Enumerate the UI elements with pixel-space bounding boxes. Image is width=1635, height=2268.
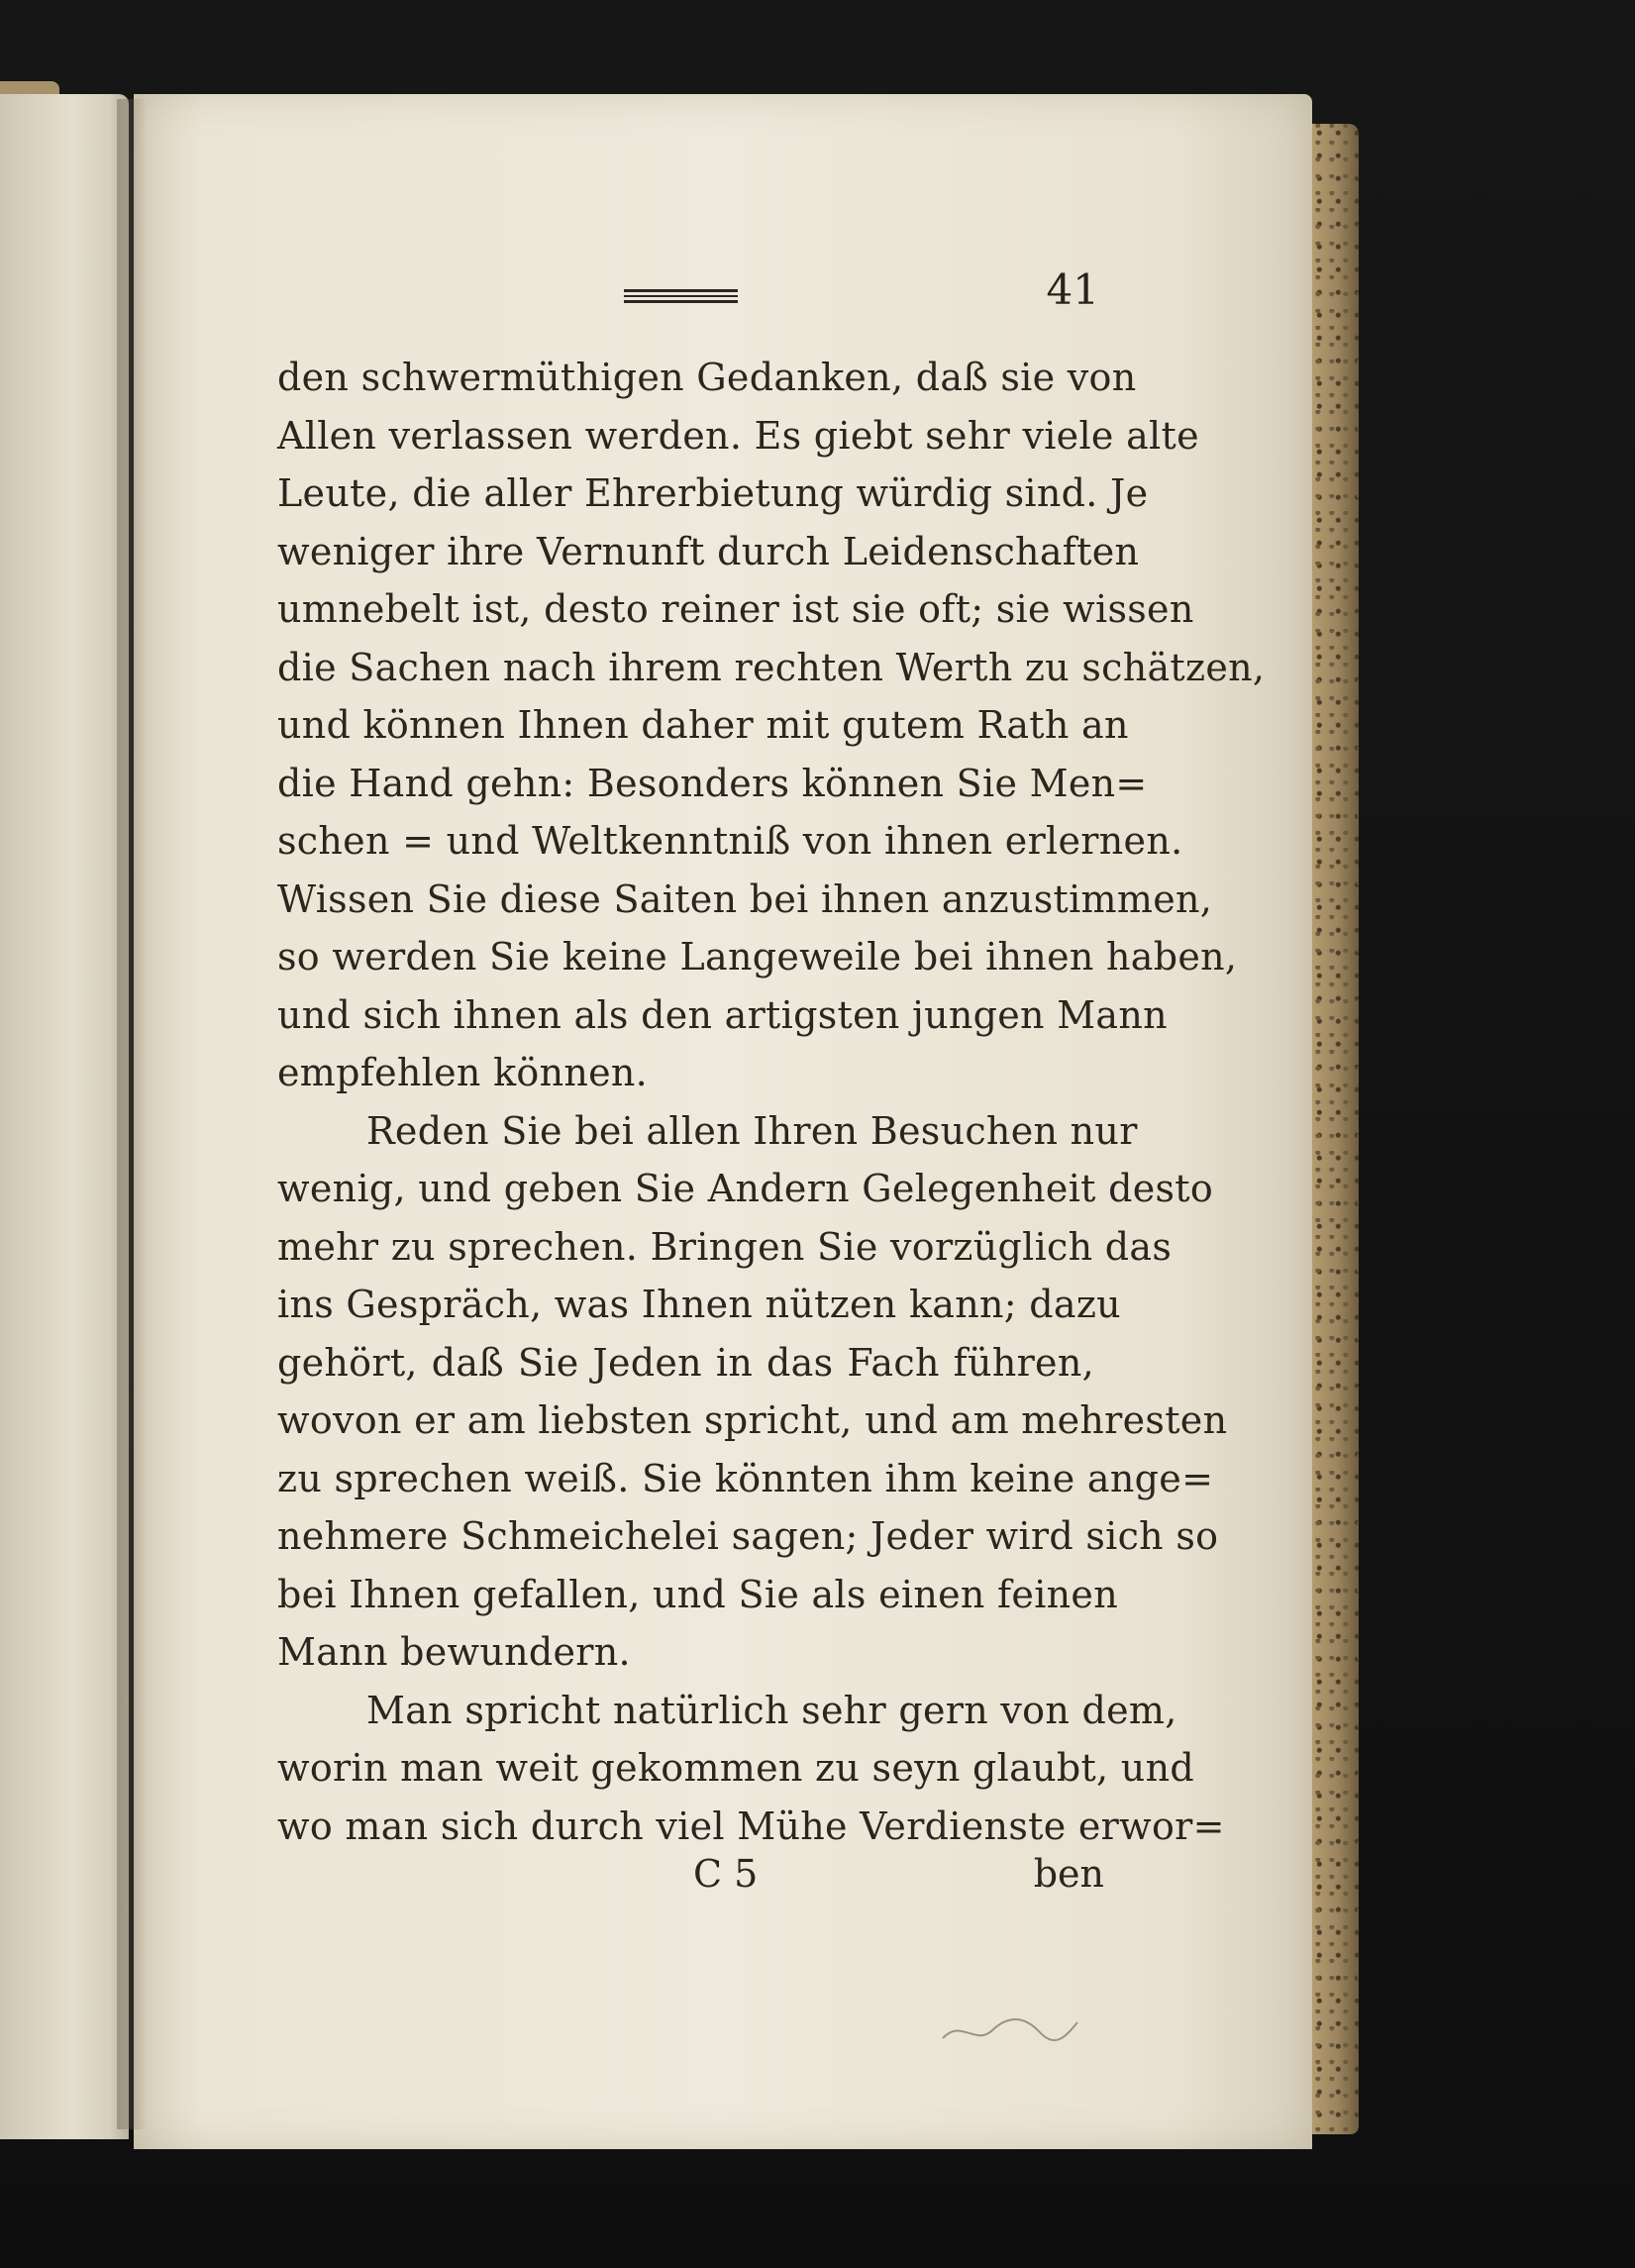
text-line: wenig, und geben Sie Andern Gelegenheit desto bbox=[277, 1167, 1214, 1210]
text-line: ins Gespräch, was Ihnen nützen kann; dazu bbox=[277, 1283, 1121, 1326]
page-gutter-shadow bbox=[117, 99, 147, 2129]
text-line: und können Ihnen daher mit gutem Rath an bbox=[277, 703, 1129, 747]
left-page-edge bbox=[0, 94, 129, 2139]
text-line: Wissen Sie diese Saiten bei ihnen anzustimmen, bbox=[277, 876, 1213, 921]
text-line: die Hand gehn: Besonders können Sie Men= bbox=[277, 761, 1148, 805]
text-line: den schwermüthigen Gedanken, daß sie von bbox=[277, 356, 1137, 399]
page-number: 41 bbox=[1046, 265, 1099, 314]
text-line: so werden Sie keine Langeweile bei ihnen haben, bbox=[277, 935, 1238, 979]
text-line: Leute, die aller Ehrerbietung würdig sind. Je bbox=[277, 471, 1149, 515]
text-line: nehmere Schmeichelei sagen; Jeder wird sich so bbox=[277, 1514, 1219, 1558]
text-line: umnebelt ist, desto reiner ist sie oft; sie wissen bbox=[277, 587, 1194, 631]
text-line: Allen verlassen werden. Es giebt sehr viele alte bbox=[277, 413, 1199, 458]
text-line: empfehlen können. bbox=[277, 1051, 649, 1094]
text-line: Man spricht natürlich sehr gern von dem, bbox=[366, 1688, 1177, 1732]
text-line: bei Ihnen gefallen, und Sie als einen feinen bbox=[277, 1572, 1118, 1616]
page-footer bbox=[287, 1852, 1104, 1911]
text-line: wo man sich durch viel Mühe Verdienste erwor= bbox=[277, 1804, 1225, 1848]
text-line: die Sachen nach ihrem rechten Werth zu schätzen, bbox=[277, 645, 1266, 689]
signature-mark: C 5 bbox=[693, 1852, 759, 1896]
text-line: weniger ihre Vernunft durch Leidenschaften bbox=[277, 529, 1140, 573]
text-line: Reden Sie bei allen Ihren Besuchen nur bbox=[366, 1108, 1138, 1153]
pencil-squiggle-mark bbox=[941, 2009, 1079, 2048]
text-line: wovon er am liebsten spricht, und am mehresten bbox=[277, 1398, 1228, 1442]
text-line: Mann bewundern. bbox=[277, 1630, 631, 1674]
text-line: gehört, daß Sie Jeden in das Fach führen, bbox=[277, 1340, 1094, 1385]
catchword: ben bbox=[1033, 1852, 1104, 1896]
text-line: und sich ihnen als den artigsten jungen Mann bbox=[277, 992, 1168, 1037]
text-line: worin man weit gekommen zu seyn glaubt, und bbox=[277, 1746, 1194, 1790]
text-line: zu sprechen weiß. Sie könnten ihm keine ange= bbox=[277, 1456, 1214, 1500]
body-text bbox=[277, 349, 1266, 1855]
text-line: schen = und Weltkenntniß von ihnen erlernen. bbox=[277, 819, 1183, 863]
header-ornament-rule bbox=[624, 289, 738, 303]
text-line: mehr zu sprechen. Bringen Sie vorzüglich das bbox=[277, 1224, 1173, 1269]
